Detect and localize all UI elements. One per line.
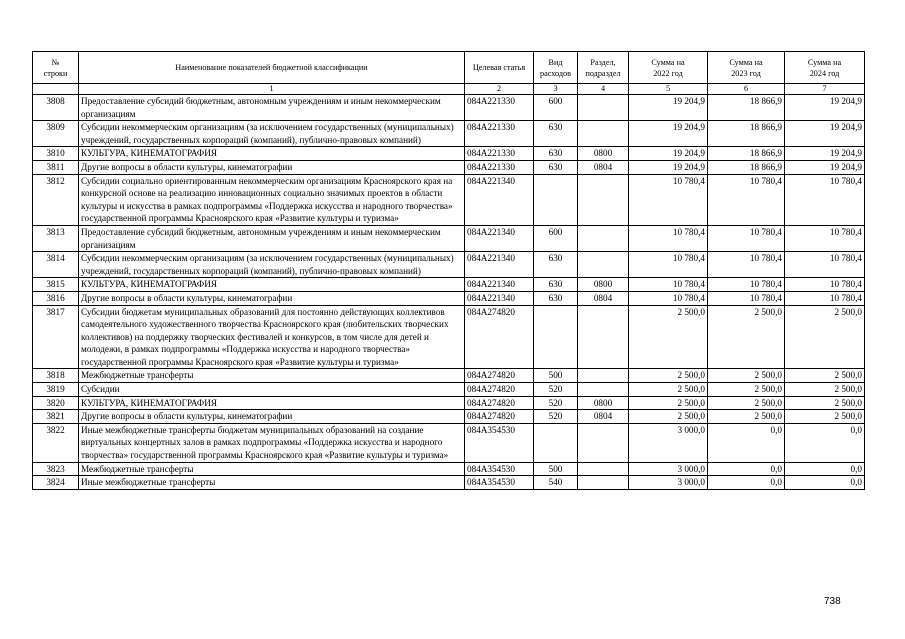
row-section (578, 423, 629, 462)
row-sum-2023: 10 780,4 (708, 252, 785, 278)
row-sum-2024: 10 780,4 (785, 278, 865, 292)
table-row (33, 396, 865, 410)
row-sum-2022: 3 000,0 (629, 462, 708, 476)
row-section: 0800 (578, 147, 629, 161)
table-row (33, 160, 865, 174)
row-target-code: 084A274820 (465, 305, 534, 369)
row-sum-2024: 0,0 (785, 476, 865, 490)
row-target-code: 084A274820 (465, 383, 534, 397)
row-expense-type: 600 (534, 225, 578, 251)
row-sum-2023: 2 500,0 (708, 383, 785, 397)
table-row (33, 291, 865, 305)
row-name: Субсидии бюджетам муниципальных образований для постоянно действующих коллективов самодеятельного художественного творчества Красноярского края (любительских творческих коллективов) на поддержку творческих фестивалей и конкурсов, в том числе для детей и молодежи, в рамках подпрограммы «Поддержка искусства и народного творчества» государственной программы Красноярского края «Развитие культуры и туризма» (79, 305, 465, 369)
row-expense-type: 600 (534, 95, 578, 121)
row-expense-type: 630 (534, 291, 578, 305)
table-row (33, 410, 865, 424)
row-section (578, 121, 629, 147)
row-name: Субсидии (79, 383, 465, 397)
row-target-code: 084A221340 (465, 291, 534, 305)
col-header-num: № строки (33, 52, 79, 84)
row-expense-type: 630 (534, 278, 578, 292)
row-sum-2023: 2 500,0 (708, 410, 785, 424)
row-target-code: 084A221340 (465, 252, 534, 278)
row-sum-2023: 0,0 (708, 476, 785, 490)
row-sum-2023: 10 780,4 (708, 278, 785, 292)
row-section (578, 476, 629, 490)
row-section (578, 369, 629, 383)
col-header-sum2022: Сумма на 2022 год (629, 52, 708, 84)
row-sum-2024: 10 780,4 (785, 225, 865, 251)
row-number: 3824 (33, 476, 79, 490)
row-section (578, 462, 629, 476)
row-sum-2022: 10 780,4 (629, 225, 708, 251)
row-number: 3819 (33, 383, 79, 397)
row-name: Иные межбюджетные трансферты бюджетам муниципальных образований на создание виртуальных концертных залов в рамках подпрограммы «Поддержка искусства и народного творчества» государственной программы Красноярского края «Развитие культуры и туризма» (79, 423, 465, 462)
row-name: Иные межбюджетные трансферты (79, 476, 465, 490)
row-section: 0800 (578, 278, 629, 292)
budget-table (32, 51, 865, 490)
row-expense-type: 540 (534, 476, 578, 490)
table-row (33, 278, 865, 292)
row-sum-2022: 2 500,0 (629, 396, 708, 410)
row-section: 0804 (578, 410, 629, 424)
table-row (33, 225, 865, 251)
row-number: 3818 (33, 369, 79, 383)
row-section: 0804 (578, 160, 629, 174)
row-name: КУЛЬТУРА, КИНЕМАТОГРАФИЯ (79, 396, 465, 410)
row-number: 3821 (33, 410, 79, 424)
row-section: 0804 (578, 291, 629, 305)
row-sum-2023: 2 500,0 (708, 396, 785, 410)
row-sum-2023: 18 866,9 (708, 121, 785, 147)
row-number: 3811 (33, 160, 79, 174)
row-sum-2023: 18 866,9 (708, 160, 785, 174)
row-sum-2023: 10 780,4 (708, 291, 785, 305)
row-target-code: 084A221330 (465, 147, 534, 161)
row-target-code: 084A274820 (465, 396, 534, 410)
row-sum-2022: 3 000,0 (629, 476, 708, 490)
row-sum-2022: 10 780,4 (629, 252, 708, 278)
row-target-code: 084A274820 (465, 369, 534, 383)
row-sum-2024: 0,0 (785, 423, 865, 462)
row-sum-2023: 10 780,4 (708, 174, 785, 225)
row-section (578, 95, 629, 121)
column-number: 2 (465, 84, 534, 95)
row-number: 3812 (33, 174, 79, 225)
row-section (578, 225, 629, 251)
row-target-code: 084A221330 (465, 121, 534, 147)
row-target-code: 084A221340 (465, 225, 534, 251)
row-target-code: 084A221330 (465, 95, 534, 121)
row-sum-2024: 19 204,9 (785, 147, 865, 161)
row-sum-2023: 0,0 (708, 462, 785, 476)
row-name: Субсидии некоммерческим организациям (за исключением государственных (муниципальных) учреждений, государственных корпораций (компаний), публично-правовых компаний) (79, 121, 465, 147)
row-sum-2024: 2 500,0 (785, 305, 865, 369)
row-sum-2022: 2 500,0 (629, 305, 708, 369)
row-sum-2022: 3 000,0 (629, 423, 708, 462)
col-header-sum2023: Сумма на 2023 год (708, 52, 785, 84)
table-row (33, 369, 865, 383)
table-row (33, 147, 865, 161)
row-target-code: 084A354530 (465, 476, 534, 490)
table-row (33, 174, 865, 225)
column-number: 1 (79, 84, 465, 95)
col-header-vid: Вид расходов (534, 52, 578, 84)
row-sum-2022: 10 780,4 (629, 291, 708, 305)
row-number: 3815 (33, 278, 79, 292)
row-name: Другие вопросы в области культуры, кинематографии (79, 410, 465, 424)
row-sum-2024: 10 780,4 (785, 291, 865, 305)
row-sum-2024: 19 204,9 (785, 160, 865, 174)
row-section: 0800 (578, 396, 629, 410)
row-name: Другие вопросы в области культуры, кинематографии (79, 291, 465, 305)
row-expense-type: 630 (534, 121, 578, 147)
header-row (33, 52, 865, 84)
row-sum-2024: 2 500,0 (785, 369, 865, 383)
row-sum-2022: 2 500,0 (629, 369, 708, 383)
row-section (578, 305, 629, 369)
row-number: 3823 (33, 462, 79, 476)
column-number (33, 84, 79, 95)
row-target-code: 084A354530 (465, 423, 534, 462)
row-number: 3822 (33, 423, 79, 462)
page-number: 738 (824, 596, 841, 607)
row-sum-2024: 19 204,9 (785, 121, 865, 147)
row-sum-2024: 2 500,0 (785, 410, 865, 424)
row-sum-2023: 18 866,9 (708, 147, 785, 161)
column-number-row (33, 84, 865, 95)
col-header-code: Целевая статья (465, 52, 534, 84)
column-number: 4 (578, 84, 629, 95)
row-section (578, 383, 629, 397)
row-name: Межбюджетные трансферты (79, 369, 465, 383)
row-expense-type: 630 (534, 160, 578, 174)
row-name: Предоставление субсидий бюджетным, автономным учреждениям и иным некоммерческим организациям (79, 225, 465, 251)
row-number: 3808 (33, 95, 79, 121)
col-header-name: Наименование показателей бюджетной классификации (79, 52, 465, 84)
row-sum-2023: 10 780,4 (708, 225, 785, 251)
row-name: Субсидии социально ориентированным некоммерческим организациям Красноярского края на конкурсной основе на реализацию инновационных социально значимых проектов в области культуры и искусства в рамках подпрограммы «Поддержка искусства и народного творчества» государственной программы Красноярского края «Развитие культуры и туризма» (79, 174, 465, 225)
row-sum-2022: 19 204,9 (629, 95, 708, 121)
row-expense-type: 500 (534, 462, 578, 476)
row-sum-2024: 10 780,4 (785, 252, 865, 278)
row-expense-type: 630 (534, 252, 578, 278)
row-name: Предоставление субсидий бюджетным, автономным учреждениям и иным некоммерческим организациям (79, 95, 465, 121)
table-row (33, 305, 865, 369)
row-number: 3816 (33, 291, 79, 305)
row-target-code: 084A221340 (465, 174, 534, 225)
table-row (33, 476, 865, 490)
row-number: 3809 (33, 121, 79, 147)
row-sum-2024: 2 500,0 (785, 383, 865, 397)
row-sum-2023: 0,0 (708, 423, 785, 462)
row-name: Другие вопросы в области культуры, кинематографии (79, 160, 465, 174)
row-expense-type: 520 (534, 396, 578, 410)
row-expense-type (534, 305, 578, 369)
row-name: КУЛЬТУРА, КИНЕМАТОГРАФИЯ (79, 147, 465, 161)
row-number: 3814 (33, 252, 79, 278)
row-sum-2022: 2 500,0 (629, 410, 708, 424)
column-number: 5 (629, 84, 708, 95)
col-header-sum2024: Сумма на 2024 год (785, 52, 865, 84)
row-name: Субсидии некоммерческим организациям (за исключением государственных (муниципальных) учреждений, государственных корпораций (компаний), публично-правовых компаний) (79, 252, 465, 278)
row-target-code: 084A354530 (465, 462, 534, 476)
row-section (578, 252, 629, 278)
row-sum-2022: 19 204,9 (629, 147, 708, 161)
row-sum-2022: 2 500,0 (629, 383, 708, 397)
table-row (33, 383, 865, 397)
row-expense-type: 520 (534, 383, 578, 397)
row-name: КУЛЬТУРА, КИНЕМАТОГРАФИЯ (79, 278, 465, 292)
row-expense-type: 500 (534, 369, 578, 383)
row-sum-2024: 19 204,9 (785, 95, 865, 121)
row-sum-2022: 10 780,4 (629, 278, 708, 292)
table-row (33, 423, 865, 462)
table-header (33, 52, 865, 95)
column-number: 3 (534, 84, 578, 95)
column-number: 6 (708, 84, 785, 95)
row-expense-type (534, 174, 578, 225)
col-header-razdel: Раздел, подраздел (578, 52, 629, 84)
row-number: 3817 (33, 305, 79, 369)
row-sum-2023: 2 500,0 (708, 369, 785, 383)
table-row (33, 462, 865, 476)
row-sum-2024: 2 500,0 (785, 396, 865, 410)
row-number: 3820 (33, 396, 79, 410)
row-expense-type: 630 (534, 147, 578, 161)
row-sum-2022: 10 780,4 (629, 174, 708, 225)
row-expense-type (534, 423, 578, 462)
row-target-code: 084A274820 (465, 410, 534, 424)
row-target-code: 084A221330 (465, 160, 534, 174)
row-sum-2024: 10 780,4 (785, 174, 865, 225)
table-row (33, 121, 865, 147)
column-number: 7 (785, 84, 865, 95)
row-expense-type: 520 (534, 410, 578, 424)
row-name: Межбюджетные трансферты (79, 462, 465, 476)
row-sum-2023: 2 500,0 (708, 305, 785, 369)
table-row (33, 252, 865, 278)
row-sum-2022: 19 204,9 (629, 160, 708, 174)
table-row (33, 95, 865, 121)
row-section (578, 174, 629, 225)
row-sum-2023: 18 866,9 (708, 95, 785, 121)
row-sum-2024: 0,0 (785, 462, 865, 476)
table-body (33, 95, 865, 490)
row-target-code: 084A221340 (465, 278, 534, 292)
row-sum-2022: 19 204,9 (629, 121, 708, 147)
row-number: 3813 (33, 225, 79, 251)
row-number: 3810 (33, 147, 79, 161)
